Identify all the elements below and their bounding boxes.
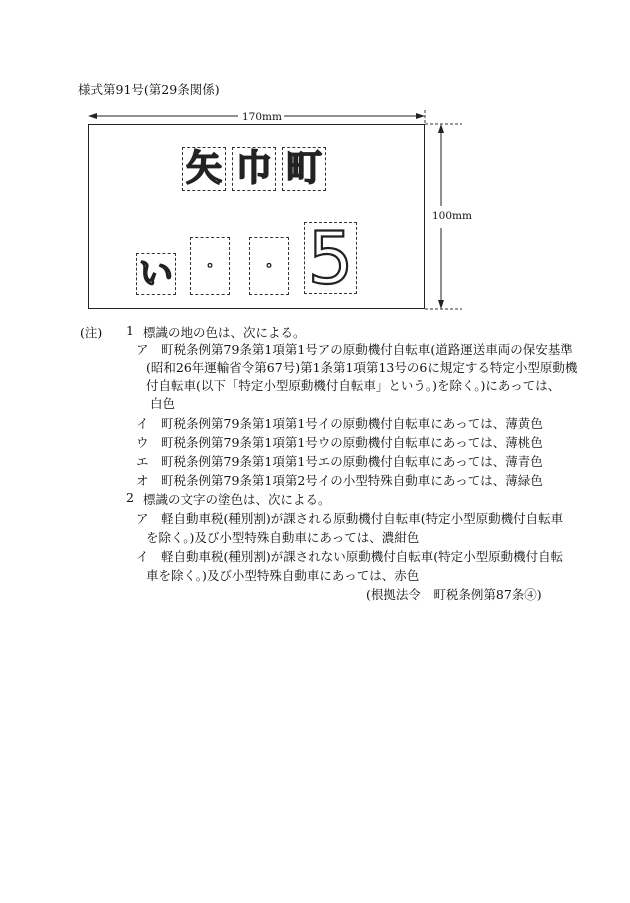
note-2-i-line-1: イ 軽自動車税(種別割)が課されない原動機付自転車(特定小型原動機付自転 bbox=[136, 549, 564, 564]
dot-2-box bbox=[249, 237, 289, 295]
dot-1: ・ bbox=[200, 254, 220, 278]
note-1-a-line-1: ア 町税条例第79条第1項第1号アの原動機付自転車(道路運送車両の保安基準 bbox=[136, 342, 573, 357]
dot-1-box bbox=[190, 237, 230, 295]
notes-heading: (注) bbox=[80, 325, 103, 340]
town-char-2: 巾 bbox=[235, 148, 272, 189]
dot-2: ・ bbox=[259, 254, 279, 278]
note-2-a-line-1: ア 軽自動車税(種別割)が課される原動機付自転車(特定小型原動機付自転車 bbox=[136, 511, 564, 526]
town-char-2-box bbox=[232, 147, 276, 191]
note-1-number: 1 bbox=[126, 323, 134, 338]
legal-basis: (根拠法令 町税条例第87条④) bbox=[366, 587, 542, 602]
form-title: 様式第91号(第29条関係) bbox=[78, 82, 220, 97]
note-1-a-line-2: (昭和26年運輸省令第67号)第1条第1項第13号の6に規定する特定小型原動機 bbox=[146, 360, 578, 375]
note-1-u: ウ 町税条例第79条第1項第1号ウの原動機付自転車にあっては、薄桃色 bbox=[136, 435, 543, 450]
number-box bbox=[304, 216, 357, 300]
note-1-text: 標識の地の色は、次による。 bbox=[143, 325, 306, 340]
note-1-o: オ 町税条例第79条第1項第2号イの小型特殊自動車にあっては、薄緑色 bbox=[136, 473, 543, 488]
number-char: 5 bbox=[307, 216, 354, 300]
height-dimension-label: 100mm bbox=[432, 210, 472, 222]
town-char-1-box bbox=[182, 147, 226, 191]
town-char-3: 町 bbox=[285, 148, 322, 189]
note-1-e: エ 町税条例第79条第1項第1号エの原動機付自転車にあっては、薄青色 bbox=[136, 454, 543, 469]
hiragana-box bbox=[136, 253, 176, 295]
hiragana-char: い bbox=[139, 254, 173, 294]
note-1-i: イ 町税条例第79条第1項第1号イの原動機付自転車にあっては、薄黄色 bbox=[136, 416, 543, 431]
note-1-a-line-4: 白色 bbox=[150, 396, 176, 411]
note-1-a-line-3: 付自転車(以下「特定小型原動機付自転車」という。)を除く。)にあっては、 bbox=[146, 378, 561, 393]
town-char-1: 矢 bbox=[185, 148, 222, 189]
note-2-number: 2 bbox=[126, 490, 134, 505]
note-2-text: 標識の文字の塗色は、次による。 bbox=[143, 492, 331, 507]
town-char-3-box bbox=[282, 147, 326, 191]
note-2-i-line-2: 車を除く。)及び小型特殊自動車にあっては、赤色 bbox=[146, 568, 420, 583]
note-2-a-line-2: を除く。)及び小型特殊自動車にあっては、濃紺色 bbox=[146, 530, 420, 545]
width-dimension-label: 170mm bbox=[242, 111, 282, 123]
